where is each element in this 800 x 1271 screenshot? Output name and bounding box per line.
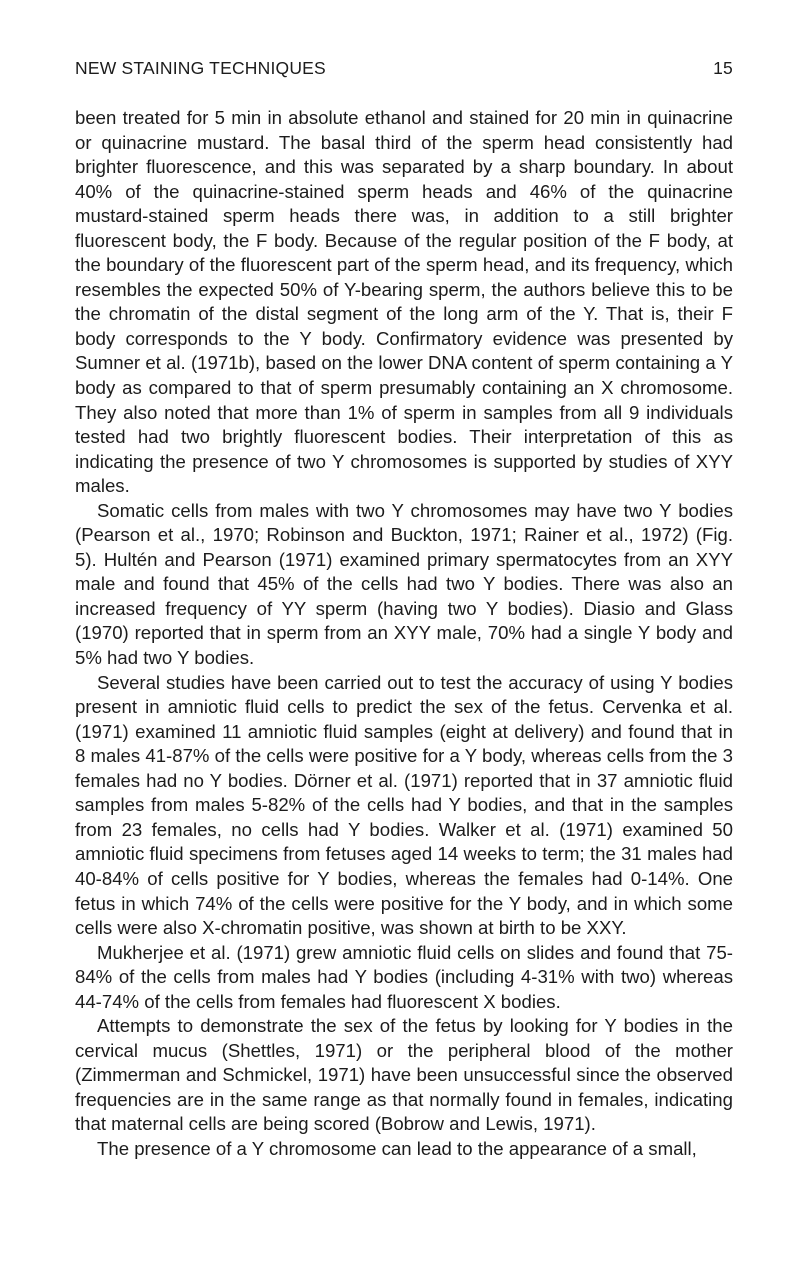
book-page <box>75 58 733 1162</box>
paragraph-sperm-f-body: been treated for 5 min in absolute ethanol and stained for 20 min in quinacrine or quinacrine mustard. The basal third of the sperm head consistently had brighter fluorescence, and this was separated by a sharp boundary. In about 40% of the quinacrine-stained sperm heads and 46% of the quinacrine mustard-stained sperm heads there was, in addition to a still brighter fluorescent body, the F body. Because of the regular position of the F body, at the boundary of the fluorescent part of the sperm head, and its frequency, which resembles the expected 50% of Y-bearing sperm, the authors believe this to be the chromatin of the distal segment of the long arm of the Y. That is, their F body corresponds to the Y body. Confirmatory evidence was presented by Sumner et al. (1971b), based on the lower DNA content of sperm containing a Y body as compared to that of sperm presumably containing an X chromosome. They also noted that more than 1% of sperm in samples from all 9 individuals tested had two brightly fluorescent bodies. Their interpretation of this as indicating the presence of two Y chromosomes is supported by studies of XYY males. <box>75 107 733 497</box>
paragraph-y-chromosome: The presence of a Y chromosome can lead to the appearance of a small, <box>97 1137 697 1159</box>
running-head <box>75 58 733 88</box>
paragraph-amniotic-fluid: Several studies have been carried out to test the accuracy of using Y bodies present in amniotic fluid cells to predict the sex of the fetus. Cervenka et al. (1971) examined 11 amniotic fluid samples (eight at delivery) and found that in 8 males 41-87% of the cells were positive for a Y body, whereas cells from the 3 females had no Y bodies. Dörner et al. (1971) reported that in 37 amniotic fluid samples from males 5-82% of the cells had Y bodies, and that in the samples from 23 females, no cells had Y bodies. Walker et al. (1971) examined 50 amniotic fluid specimens from fetuses aged 14 weeks to term; the 31 males had 40-84% of cells positive for Y bodies, whereas the females had 0-14%. One fetus in which 74% of the cells were positive for the Y body, and in which some cells were also X-chromatin positive, was shown at birth to be XXY. <box>75 671 733 939</box>
paragraph-cervical-mucus: Attempts to demonstrate the sex of the fetus by looking for Y bodies in the cervical mucus (Shettles, 1971) or the peripheral blood of the mother (Zimmerman and Schmickel, 1971) have been unsuccessful since the observed frequencies are in the same range as that normally found in females, indicating that maternal cells are being scored (Bobrow and Lewis, 1971). <box>75 1015 733 1135</box>
paragraph-two-y-bodies: Somatic cells from males with two Y chromosomes may have two Y bodies (Pearson et al., 1970; Robinson and Buckton, 1971; Rainer et al., 1972) (Fig. 5). Hultén and Pearson (1971) examined primary spermatocytes from an XYY male and found that 45% of the cells had two Y bodies. There was also an increased frequency of YY sperm (having two Y bodies). Diasio and Glass (1970) reported that in sperm from an XYY male, 70% had a single Y body and 5% had two Y bodies. <box>75 499 733 669</box>
page-number: 15 <box>713 58 733 78</box>
paragraph-cultured-cells: Mukherjee et al. (1971) grew amniotic fluid cells on slides and found that 75-84% of the cells from males had Y bodies (including 4-31% with two) whereas 44-74% of the cells from females had fluorescent X bodies. <box>75 941 733 1012</box>
body-text <box>75 106 733 1162</box>
running-title: NEW STAINING TECHNIQUES <box>75 58 326 78</box>
